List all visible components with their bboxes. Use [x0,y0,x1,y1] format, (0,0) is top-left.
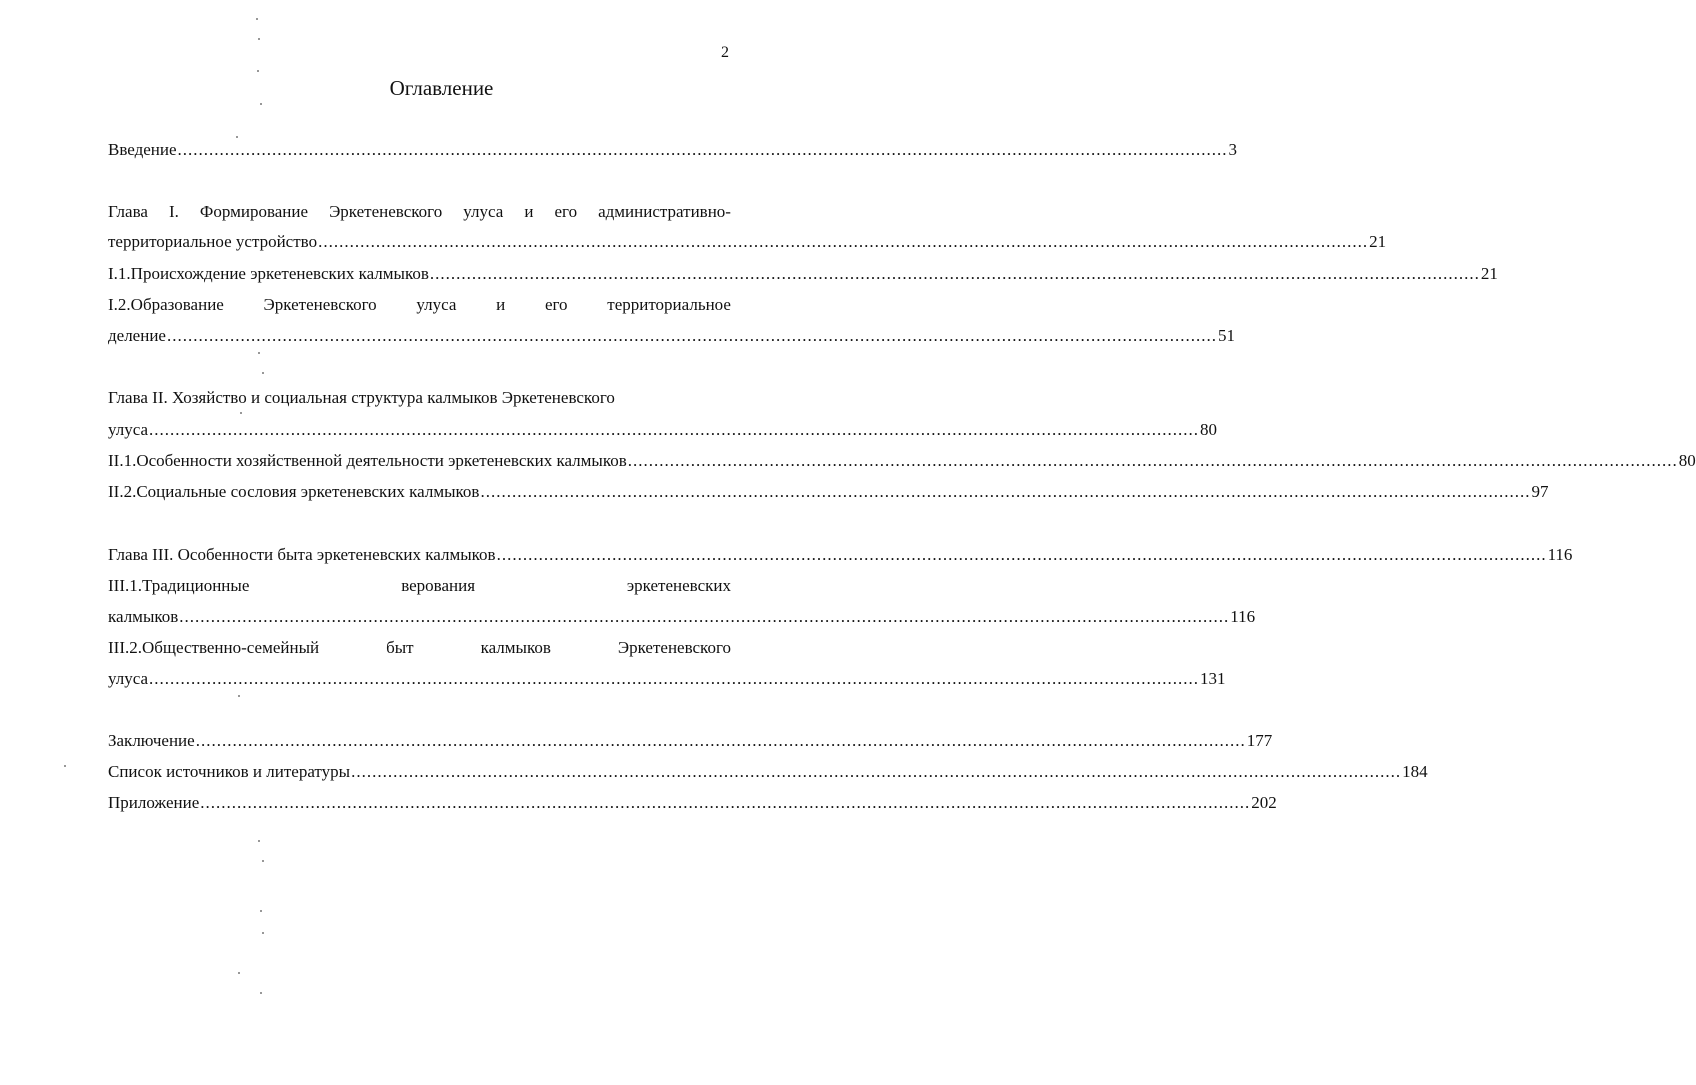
toc-entry-text: территориальное устройство [108,232,318,251]
dot-leader: ........................................................................................................................................................................................................ [149,669,1200,688]
toc-entry-page: 116 [1547,545,1573,564]
toc-entry-text: калмыков [108,607,179,626]
toc-entry-page: 202 [1251,793,1277,812]
toc-entry-section-2-1[interactable] [108,451,1696,471]
toc-entry-conclusion[interactable] [108,731,1273,751]
scan-speck [260,910,262,912]
scan-speck [258,38,260,40]
toc-entry-text: Введение [108,140,177,159]
toc-entry-sources[interactable] [108,762,1428,782]
toc-entry-text: Приложение [108,793,200,812]
toc-entry-page: 21 [1369,232,1387,251]
dot-leader: ........................................................................................................................................................................................................ [149,420,1200,439]
scan-speck [64,765,66,767]
toc-entry-text: улуса [108,420,149,439]
dot-leader: ........................................................................................................................................................................................................ [496,545,1547,564]
word: быт [386,638,414,657]
word: Эркетеневского [263,295,377,314]
word: его [554,202,578,221]
dot-leader: ........................................................................................................................................................................................................ [200,793,1251,812]
word: Глава [108,202,148,221]
toc-entry-appendix[interactable] [108,793,1277,813]
dot-leader: ........................................................................................................................................................................................................ [179,607,1230,626]
dot-leader: ........................................................................................................................................................................................................ [429,264,1480,283]
toc-entry-text: деление [108,326,166,345]
word: I. [168,202,179,221]
toc-entry-section-2-2[interactable] [108,482,1549,502]
toc-entry-text: II.2.Социальные сословия эркетеневских калмыков [108,482,480,501]
scan-speck [262,860,264,862]
scan-speck [257,70,259,72]
dot-leader: ........................................................................................................................................................................................................ [177,140,1228,159]
scan-speck [260,103,262,105]
toc-entry-page: 80 [1678,451,1696,470]
page-title: Оглавление [389,76,494,100]
word: III.2.Общественно-семейный [108,638,320,657]
toc-entry-page: 97 [1531,482,1549,501]
toc-entry-text: Глава III. Особенности быта эркетеневских калмыков [108,545,496,564]
toc-chapter1-heading[interactable] [108,202,731,222]
toc-entry-page: 177 [1246,731,1273,750]
toc-chapter2-heading[interactable]: Глава II. Хозяйство и социальная структура калмыков Эркетеневского [108,388,615,407]
dot-leader: ........................................................................................................................................................................................................ [195,731,1246,750]
scan-speck [258,352,260,354]
dot-leader: ........................................................................................................................................................................................................ [318,232,1369,251]
toc-chapter3-heading[interactable] [108,545,1573,565]
dot-leader: ........................................................................................................................................................................................................ [166,326,1217,345]
word: Эркетеневского [329,202,443,221]
toc-entry-intro[interactable] [108,140,1238,160]
word: эркетеневских [626,576,731,595]
toc-chapter2-continuation[interactable] [108,420,1218,440]
scan-speck [260,992,262,994]
scan-speck [240,412,242,414]
toc-entry-page: 3 [1228,140,1238,159]
word: и [524,202,534,221]
toc-entry-section-3-2[interactable] [108,638,731,658]
scan-speck [262,932,264,934]
toc-entry-text: Заключение [108,731,195,750]
toc-entry-section-3-1-continuation[interactable] [108,607,1256,627]
toc-entry-section-3-1[interactable] [108,576,731,596]
toc-entry-text: I.1.Происхождение эркетеневских калмыков [108,264,429,283]
toc-entry-text: улуса [108,669,149,688]
toc-entry-page: 80 [1200,420,1218,439]
dot-leader: ........................................................................................................................................................................................................ [480,482,1531,501]
word: Эркетеневского [617,638,731,657]
word: калмыков [480,638,551,657]
scan-speck [262,372,264,374]
toc-entry-page: 51 [1217,326,1235,345]
toc-entry-page: 131 [1200,669,1226,688]
toc-entry-text: Список источников и литературы [108,762,351,781]
word: улуса [416,295,457,314]
word: верования [401,576,476,595]
toc-entry-section-3-2-continuation[interactable] [108,669,1226,689]
scan-speck [236,136,238,138]
scan-speck [238,695,240,697]
page-number: 2 [721,44,729,61]
toc-chapter1-continuation[interactable] [108,232,1387,252]
word: III.1.Традиционные [108,576,250,595]
toc-entry-page: 21 [1480,264,1498,283]
toc-entry-section-1-1[interactable] [108,264,1498,284]
word: его [544,295,568,314]
word: улуса [463,202,504,221]
toc-entry-section-1-2-continuation[interactable] [108,326,1235,346]
word: Формирование [199,202,309,221]
toc-entry-text: II.1.Особенности хозяйственной деятельности эркетеневских калмыков [108,451,627,470]
scan-speck [256,18,258,20]
word: и [496,295,506,314]
word: административно- [598,202,731,221]
scan-speck [238,972,240,974]
scan-speck [258,840,260,842]
dot-leader: ........................................................................................................................................................................................................ [351,762,1402,781]
toc-entry-page: 184 [1402,762,1428,781]
word: I.2.Образование [108,295,224,314]
toc-entry-page: 116 [1230,607,1256,626]
word: территориальное [607,295,731,314]
toc-entry-section-1-2[interactable] [108,295,731,315]
dot-leader: ........................................................................................................................................................................................................ [627,451,1678,470]
